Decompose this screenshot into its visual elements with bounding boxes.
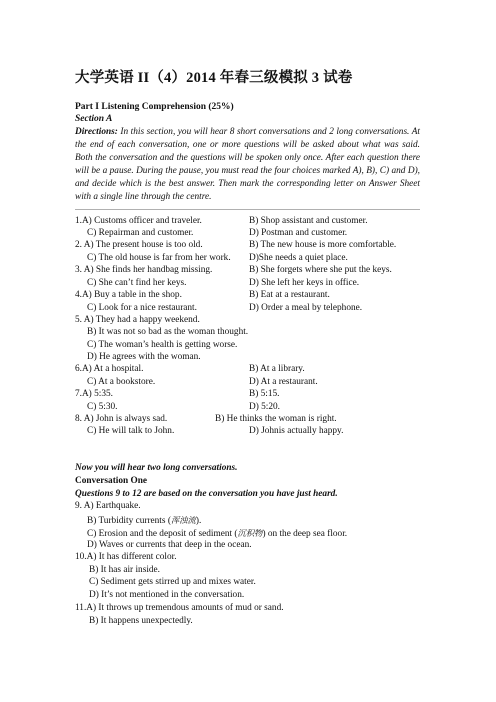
q1-option-b: B) Shop assistant and customer. — [249, 216, 368, 226]
q8-option-b: B) He thinks the woman is right. — [215, 414, 337, 424]
q4-option-c: C) Look for a nice restaurant. — [87, 303, 197, 313]
q2-option-d: D)She needs a quiet place. — [249, 253, 348, 263]
q9-c-close: ) on the deep sea floor. — [262, 529, 348, 539]
q2-option-b: B) The new house is more comfortable. — [249, 240, 397, 250]
conversation-one-note: Questions 9 to 12 are based on the conversation you have just heard. — [75, 489, 338, 499]
q11-option-a: 11.A) It throws up tremendous amounts of mud or sand. — [75, 603, 284, 613]
q3-option-b: B) She forgets where she put the keys. — [249, 265, 392, 275]
q1-option-c: C) Repairman and customer. — [87, 228, 194, 238]
q7-option-a: 7.A) 5:35. — [75, 389, 113, 399]
q1-option-d: D) Postman and customer. — [249, 228, 348, 238]
q5-option-d: D) He agrees with the woman. — [87, 352, 201, 362]
q4-option-b: B) Eat at a restaurant. — [249, 290, 330, 300]
q5-option-c: C) The woman’s health is getting worse. — [87, 340, 238, 350]
q2-option-c: C) The old house is far from her work. — [87, 253, 231, 263]
long-conversations-intro: Now you will hear two long conversations. — [75, 463, 238, 473]
section-title: Section A — [75, 114, 113, 124]
q3-option-c: C) She can’t find her keys. — [87, 278, 187, 288]
q9-option-a: 9. A) Earthquake. — [75, 501, 141, 511]
q7-option-c: C) 5:30. — [87, 402, 118, 412]
q3-option-a: 3. A) She finds her handbag missing. — [75, 265, 213, 275]
q9-b-close: ). — [195, 516, 202, 526]
q11-option-b: B) It happens unexpectedly. — [89, 616, 193, 626]
q10-option-b: B) It has air inside. — [89, 565, 161, 575]
directions-text: In this section, you will hear 8 short conversations and 2 long conversations. At the end of each conversation, one or more questions will be asked about what was said. Both the conversation and the questions will be spoken only once. After each question there will be a pause. During the pause, you must read the four choices marked A), B), C) and D), and decide which is the best answer. Then mark the corresponding letter on Answer Sheet with a single line through the centre. — [75, 127, 420, 203]
q1-option-a: 1.A) Customs officer and traveler. — [75, 216, 202, 226]
directions-paragraph — [75, 126, 420, 205]
q4-option-a: 4.A) Buy a table in the shop. — [75, 290, 182, 300]
q7-option-b: B) 5:15. — [249, 389, 280, 399]
q6-option-a: 6.A) At a hospital. — [75, 364, 144, 374]
section-divider — [75, 209, 420, 210]
q8-option-d: D) Johnis actually happy. — [249, 426, 344, 436]
q10-option-c: C) Sediment gets stirred up and mixes water. — [89, 577, 256, 587]
q9-c-chinese-gloss: 沉积物 — [237, 528, 263, 538]
q8-option-c: C) He will talk to John. — [87, 426, 175, 436]
q9-b-text: B) Turbidity currents ( — [87, 516, 171, 526]
q2-option-a: 2. A) The present house is too old. — [75, 240, 203, 250]
q9-option-d: D) Waves or currents that deep in the ocean. — [87, 540, 252, 550]
q8-option-a: 8. A) John is always sad. — [75, 414, 168, 424]
q10-option-d: D) It’s not mentioned in the conversation. — [89, 590, 245, 600]
q9-option-b — [87, 514, 201, 526]
exam-title: 大学英语 II（4）2014 年春三级模拟 3 试卷 — [75, 70, 353, 86]
q3-option-d: D) She left her keys in office. — [249, 278, 360, 288]
q5-option-a: 5. A) They had a happy weekend. — [75, 315, 200, 325]
part-title: Part I Listening Comprehension (25%) — [75, 102, 234, 112]
q9-option-c — [87, 527, 347, 539]
q10-option-a: 10.A) It has different color. — [75, 552, 177, 562]
q7-option-d: D) 5:20. — [249, 402, 280, 412]
q9-c-text: C) Erosion and the deposit of sediment ( — [87, 529, 238, 539]
q5-option-b: B) It was not so bad as the woman thought. — [87, 327, 249, 337]
q6-option-d: D) At a restaurant. — [249, 377, 318, 387]
q4-option-d: D) Order a meal by telephone. — [249, 303, 363, 313]
q6-option-c: C) At a bookstore. — [87, 377, 156, 387]
q6-option-b: B) At a library. — [249, 364, 305, 374]
q9-b-chinese-gloss: 浑浊流 — [170, 515, 196, 525]
conversation-one-title: Conversation One — [75, 476, 148, 486]
directions-label: Directions: — [75, 127, 118, 137]
